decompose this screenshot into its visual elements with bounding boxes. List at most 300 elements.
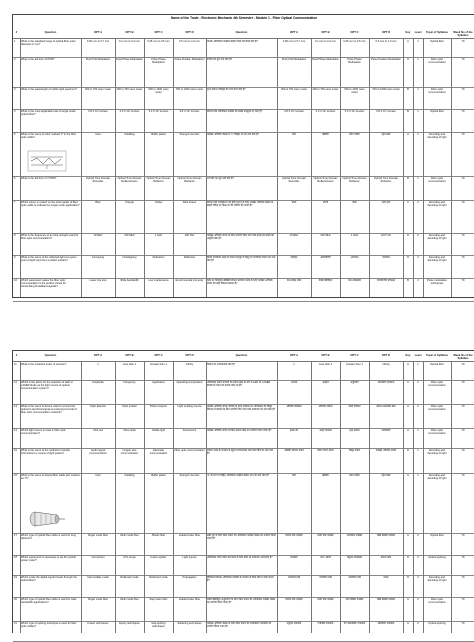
difficulty-level: 2: [417, 234, 419, 237]
question-en: What is the name of the method to transfer information by means of light pulses?: [21, 449, 71, 456]
column-header: OPT A: [93, 354, 103, 357]
option-b-en: Multi mode fiber: [120, 598, 139, 601]
question-hi: फाइबर ऑप्टिक केबल के लिए किस प्रकार की स्प्लाइसिंग तकनीक का उपयोग किया जाता है?: [207, 622, 272, 629]
option-b-en: Reflected mode: [120, 576, 139, 579]
option-a-en: Single mode fiber: [87, 598, 109, 601]
question-en: Which mode the digital signal travels through the optical fiber?: [21, 576, 77, 583]
option-c-en: Application: [152, 381, 165, 384]
week-number: 79: [461, 256, 465, 259]
answer-key: C: [407, 201, 409, 204]
week-number: 79: [461, 177, 465, 180]
column-divider: [115, 351, 116, 633]
column-header: #: [15, 354, 18, 357]
option-c-en: Electrical communication: [149, 449, 168, 456]
syllabus-topic: Fiber optic communication: [428, 429, 446, 436]
option-d-hi: 700 to 1000 nano meter: [372, 88, 400, 91]
option-a-hi: Optical Time Domain Recorder: [281, 177, 307, 184]
option-d-hi: स्ट्रेंथ मेंबर: [381, 474, 391, 477]
option-d-en: 100 THz: [184, 234, 195, 237]
answer-key: D: [407, 449, 409, 452]
week-number: 79: [461, 556, 465, 559]
syllabus-topic: Encoding and decoding of light: [427, 133, 447, 140]
column-header: Week No of the Syllabus: [453, 31, 473, 38]
difficulty-level: 1: [417, 449, 419, 452]
week-number: 79: [461, 40, 465, 43]
row-number: 6: [14, 177, 16, 180]
syllabus-topic: Fiber optic communication: [428, 177, 446, 184]
column-header: OPT B: [321, 31, 330, 34]
week-number: 79: [461, 133, 465, 136]
option-c-hi: फोटो रिसेप्टर: [348, 405, 361, 408]
difficulty-level: 2: [417, 201, 419, 204]
row-number: 7: [14, 201, 16, 204]
column-header: OPT D: [381, 31, 391, 34]
option-c-hi: 500 to 1000 nano meter: [344, 88, 365, 95]
option-a-en: Audio signal communication: [89, 449, 107, 456]
option-c-hi: बफर जैकेट: [349, 133, 360, 136]
option-b-en: Frequency: [123, 381, 136, 384]
question-en: What is the name of color marked 'X' in the fiber optic cable?: [21, 133, 77, 140]
option-b-en: Overlapping: [122, 256, 137, 259]
option-d-en: Fluorescent: [182, 429, 197, 432]
answer-key: A: [407, 622, 409, 625]
column-divider: [144, 351, 145, 633]
column-header: OPT A: [289, 31, 299, 34]
column-divider: [369, 15, 370, 297]
answer-key: A: [407, 474, 409, 477]
column-divider: [206, 15, 207, 297]
option-b-hi: मल्टी मोड फाइबर: [317, 534, 334, 537]
option-d-hi: Optical Time Domain Refractor: [373, 177, 399, 184]
column-header: OPT A: [289, 354, 299, 357]
option-c-en: Gap splicing techniques: [151, 622, 166, 629]
question-en: Which colour is coated on the outer jacket of fiber optic cable to indicate the single mode application?: [21, 201, 80, 208]
question-en: Which parameter makes the fiber optic communication is the perfect choice for transmitting broadband signals?: [21, 279, 66, 289]
option-b-en: Copper wire communication: [120, 449, 139, 456]
syllabus-topic: Optical splicing: [428, 556, 446, 559]
option-d-en: Reflection: [183, 256, 196, 259]
column-divider: [277, 351, 278, 633]
question-hi: ऑप्टिकल संचार प्रणाली के प्रकाश स्रोत के रूप में LED या LASER डायोड के चयन का कारक कौन सा है?: [207, 381, 271, 388]
difficulty-level: 2: [417, 534, 419, 537]
difficulty-level: 1: [417, 177, 419, 180]
column-divider: [311, 351, 312, 633]
answer-key: C: [407, 381, 409, 384]
column-header: OPT D: [185, 354, 194, 357]
option-c-hi: स्टेप इंडेक्स फाइबर: [345, 598, 364, 601]
question-hi: OTDR का पूरा नाम क्या है?: [207, 177, 234, 180]
option-a-hi: नीला: [291, 201, 297, 204]
syllabus-topic: Fiber optic communication: [428, 405, 446, 412]
column-divider: [144, 15, 145, 297]
option-a-hi: 1: [293, 363, 295, 366]
option-d-hi: फ्लोरोसेंट: [381, 429, 391, 432]
option-b-en: Optic emitter: [122, 405, 137, 408]
option-a-en: 300 to 700 nano meter: [84, 88, 112, 91]
option-b-hi: ऑप्टिक एमिटर: [318, 405, 333, 408]
option-d-en: Graded index fiber: [178, 534, 201, 537]
answer-key: D: [407, 256, 409, 259]
question-en: What is the full form of OTDR?: [21, 177, 57, 180]
syllabus-topic: Optical splicing: [428, 622, 446, 625]
option-d-en: Soldering techniques: [177, 622, 202, 625]
question-en: Which type of optical fiber cable is used for long distance?: [21, 534, 76, 541]
option-b-hi: आवृत्ति: [322, 381, 329, 384]
column-header: Week No of the Syllabus: [453, 354, 473, 361]
column-header: OPT C: [350, 354, 359, 357]
option-d-en: Environmental immunity: [175, 279, 204, 282]
question-hi: कौन सा पैरामीटर ब्रॉडबैंड सिग्नल प्रसारित करने के लिए फाइबर ऑप्टिक संचार को सही विकल्प बनाता है?: [207, 279, 273, 286]
syllabus-topic: Optical fiber: [430, 110, 444, 113]
question-hi: 'X' के रूप में चिह्नित ऑप्टिकल फाइबर केबल भाग का नाम क्या है?: [207, 474, 270, 477]
option-a-en: Push Pull Modulation: [85, 58, 111, 61]
option-a-en: Single mode fiber: [87, 534, 109, 537]
option-b-hi: क्लैडिंग: [322, 474, 329, 477]
question-hi: फाइबर ऑप्टिक संचार के लिए उपयोग किए जाने वाले इन्फ्रा रेड लाइट की आवृत्ति क्या है?: [207, 234, 274, 241]
column-divider: [451, 15, 452, 297]
question-hi: वाइड बैंडविड्थ अनुप्रयोगों के लिए किस प्रकार की ऑप्टिकल फाइबर केबल का उपयोग किया जाता है?: [207, 598, 276, 605]
column-header: #: [15, 31, 18, 34]
question-hi: लंबी दूरी के लिए किस प्रकार की ऑप्टिकल फाइबर केबल का उपयोग किया जाता है?: [207, 534, 276, 541]
syllabus-topic: Optical fiber: [430, 534, 444, 537]
option-a-hi: सिंगल मोड फाइबर: [285, 598, 303, 601]
row-number: 8: [14, 234, 16, 237]
difficulty-level: 2: [417, 279, 419, 282]
answer-key: A: [407, 405, 409, 408]
question-hi: फाइबर ऑप्टिक संचार नेटवर्क के प्राप्त टर्मिनल पर ऑप्टिकल को विद्युत सिग्नल में बदलने के लिए उपयोग किए जाने वाले उपकरण का नाम क्या है?: [207, 405, 276, 412]
option-d-hi: प्रकाश उत्सर्जक स्रोत: [376, 405, 396, 408]
column-header: Question: [235, 354, 248, 357]
option-d-hi: Infinity: [382, 363, 390, 366]
option-c-hi: गैप स्प्लाइसिंग तकनीक: [343, 622, 366, 625]
row-number: 14: [14, 429, 17, 432]
option-b-hi: OTL स्कोप: [320, 556, 331, 559]
row-number: 1: [14, 40, 16, 43]
option-a-en: Optical Time Domain Recorder: [85, 177, 111, 184]
row-number: 3: [14, 88, 16, 91]
option-c-hi: 0.25 mm to 0.5 mm: [343, 40, 366, 43]
column-header: Question: [44, 354, 57, 357]
row-number: 19: [14, 576, 17, 579]
answer-key: A: [407, 40, 409, 43]
column-divider: [403, 15, 404, 297]
week-number: 79: [461, 381, 465, 384]
question-en: What is the full form of PPM?: [21, 58, 55, 61]
week-number: 79: [461, 449, 465, 452]
column-header: OPT C: [350, 31, 359, 34]
question-en: What is the standard range of optical fiber outer diameter in mm?: [21, 40, 76, 47]
difficulty-level: 2: [417, 405, 419, 408]
option-c-en: Step index fiber: [149, 598, 168, 601]
option-c-hi: अपवर्तन: [350, 256, 359, 259]
option-a-en: Connectors: [91, 556, 105, 559]
row-number: 16: [14, 474, 17, 477]
week-number: 79: [461, 58, 465, 61]
answer-key: A: [407, 363, 409, 366]
column-divider: [423, 351, 424, 633]
option-a-en: Amplitude: [92, 381, 104, 384]
syllabus-topic: Encoding and decoding of light: [427, 576, 447, 583]
question-sheet-page-1: [12, 14, 474, 298]
option-c-hi: अनुप्रयोग: [350, 381, 359, 384]
row-number: 17: [14, 534, 17, 537]
option-c-en: Fusion splicer: [150, 556, 167, 559]
column-divider: [369, 351, 370, 633]
column-header: Topic of Syllabus: [425, 31, 449, 34]
option-a-en: Infra red: [93, 429, 103, 432]
difficulty-level: 1: [417, 133, 419, 136]
syllabus-topic: Fiber optic communication: [428, 598, 446, 605]
column-header: Topic of Syllabus: [425, 354, 449, 357]
option-b-en: OTL scope: [123, 556, 136, 559]
syllabus-topic: Fiber optic communication: [428, 58, 446, 65]
column-header: Question: [235, 31, 248, 34]
week-number: 79: [461, 88, 465, 91]
question-hi: डिजिटल सिग्नल ऑप्टिकल फाइबर के माध्यम से किस मोड में यात्रा करता है?: [207, 576, 274, 583]
question-sheet-page-2: [12, 350, 474, 633]
column-header: Key: [405, 31, 411, 34]
option-b-hi: नारंगी: [322, 201, 329, 204]
option-c-en: 0.25 mm to 0.5 mm: [147, 40, 170, 43]
column-header: OPT C: [154, 31, 163, 34]
option-d-hi: सोल्डरिंग तकनीक: [377, 622, 395, 625]
difficulty-level: 1: [417, 363, 419, 366]
difficulty-level: 1: [417, 88, 419, 91]
column-header: Key: [405, 354, 411, 357]
question-hi: PPM का पूरा नाम क्या है?: [207, 58, 233, 61]
answer-key: B: [407, 177, 409, 180]
week-number: 79: [461, 622, 465, 625]
option-a-hi: आयाम: [290, 381, 298, 384]
question-hi: मानक ऑप्टिकल फाइबर बाहरी व्यास की सीमा क्या है?: [207, 40, 258, 43]
week-number: 79: [461, 534, 465, 537]
column-header: OPT D: [185, 31, 194, 34]
option-d-en: 0.5 mm to 1.0 mm: [179, 40, 200, 43]
option-d-hi: 0.5 mm to 1.0 mm: [375, 40, 397, 43]
option-c-hi: पीला: [352, 201, 357, 204]
option-c-hi: कम रखरखाव: [348, 279, 361, 282]
option-d-hi: स्ट्रेंथ मेंबर: [381, 133, 391, 136]
question-hi: सिंगल मोड एप्लीकेशन को इंगित करने के लिए फाइबर ऑप्टिक केबल के बाहरी जैकेट पर किस रंग की कोटिंग की जाती है?: [207, 201, 274, 208]
option-d-hi: परावर्तन: [382, 256, 390, 259]
option-b-hi: परावर्तित मोड: [319, 576, 332, 579]
option-b-hi: क्लैडिंग: [322, 133, 329, 136]
option-a-hi: फ्यूजन तकनीक: [286, 622, 302, 625]
option-a-en: Core: [95, 474, 101, 477]
option-b-en: Cladding: [124, 474, 135, 477]
option-a-en: Core: [95, 133, 101, 136]
option-b-en: Optical Time Domain Reflectometer: [117, 177, 142, 184]
answer-key: B: [407, 88, 409, 91]
option-a-hi: कोर: [292, 474, 296, 477]
syllabus-topic: Pulse modulation techniques: [427, 279, 447, 286]
option-b-hi: 2.0 X 10⁵ km/sec: [315, 110, 336, 113]
option-b-hi: अल्ट्रा वायलेट: [319, 429, 332, 432]
row-number: 11: [14, 363, 17, 366]
option-b-en: 400 to 700 nano meter: [116, 88, 143, 91]
option-d-en: Strength member: [179, 133, 200, 136]
option-d-en: Fiber optic communication: [174, 449, 205, 452]
option-d-hi: ग्रेडेड इंडेक्स फाइबर: [377, 598, 395, 601]
syllabus-topic: Optical fiber: [430, 40, 444, 43]
column-header: OPT B: [321, 354, 330, 357]
option-c-hi: दृश्य प्रकाश: [349, 429, 360, 432]
option-c-en: Plastic fiber: [151, 534, 166, 537]
option-a-en: Optic detector: [89, 405, 107, 408]
option-a-en: 10 MHz: [93, 234, 103, 237]
answer-key: B: [407, 110, 409, 113]
question-en: Which equipment is necessary to set the optical power meter?: [21, 556, 76, 563]
option-a-en: Fusion techniques: [87, 622, 109, 625]
column-divider: [173, 351, 174, 633]
option-d-hi: Pulse Position Modulation: [371, 58, 401, 61]
question-hi: निर्वात का अपवर्तनांक क्या है?: [207, 363, 236, 366]
option-c-en: Refracted mode: [149, 576, 168, 579]
difficulty-level: 1: [417, 40, 419, 43]
column-divider: [413, 351, 414, 633]
syllabus-topic: Fiber optic communication: [428, 381, 446, 388]
answer-key: D: [407, 556, 409, 559]
option-d-en: Dark Green: [182, 201, 197, 204]
option-c-hi: 3.0 X 10⁵ km/sec: [344, 110, 365, 113]
option-d-en: Light source: [182, 556, 197, 559]
option-d-hi: ऑपरेटिंग तापमान: [377, 381, 395, 384]
option-a-hi: 300 to 700 nano meter: [280, 88, 308, 91]
option-d-en: Graded index fiber: [178, 598, 201, 601]
question-en: Which type of optical fiber cable is used for wide bandwidth applications?: [21, 598, 77, 605]
difficulty-level: 2: [417, 381, 419, 384]
option-d-en: Strength member: [179, 474, 200, 477]
difficulty-level: 1: [417, 110, 419, 113]
option-c-en: 3.0 X 10⁵ km/sec: [148, 110, 169, 113]
option-d-en: 700 to 1000 nano meter: [175, 88, 204, 91]
answer-key: A: [407, 133, 409, 136]
week-number: 79: [461, 598, 465, 601]
column-header: Question: [44, 31, 57, 34]
column-header: OPT B: [125, 354, 134, 357]
option-b-en: Cladding: [124, 133, 135, 136]
option-c-hi: बफर जैकेट: [349, 474, 360, 477]
option-b-hi: Optical Time Domain Reflectometer: [313, 177, 338, 184]
option-c-en: Photo receptor: [149, 405, 167, 408]
option-b-en: 100 MHz: [124, 234, 135, 237]
row-number: 20: [14, 598, 17, 601]
option-b-en: Dual Phase Modulation: [116, 58, 143, 61]
option-c-hi: 1 GHz: [350, 234, 359, 237]
row-number: 2: [14, 58, 16, 61]
option-b-hi: Dual Phase Modulation: [312, 58, 339, 61]
sheet-title: [13, 15, 474, 29]
difficulty-level: 1: [417, 58, 419, 61]
column-header: Level: [414, 354, 422, 357]
option-a-hi: 3.8 X 10⁶ km/sec: [284, 110, 304, 113]
option-b-en: Multi mode fiber: [120, 534, 139, 537]
option-b-hi: कॉपर वायर संचार: [317, 449, 334, 452]
question-en: Which is the factor for the selection of LED or LASER diode as the light source of optical communication system?: [21, 381, 74, 391]
column-divider: [81, 351, 82, 633]
option-a-hi: 0.25 mm to 0.7 mm: [282, 40, 306, 43]
option-b-en: Ultra violet: [123, 429, 136, 432]
question-hi: किसी परावर्तित सतह से प्रकाश इनपुट के बिंदु पर परावर्तित प्रकाश का नाम क्या है?: [207, 256, 276, 263]
option-d-hi: 3.8 X 10⁴ km/sec: [376, 110, 396, 113]
column-divider: [413, 15, 414, 297]
question-hi: फाइबर ऑप्टिक संचार में किस प्रकाश स्रोत का उपयोग किया जाता है?: [207, 429, 272, 432]
answer-key: D: [407, 576, 409, 579]
syllabus-topic: Encoding and decoding of light: [427, 256, 447, 263]
week-number: 79: [461, 576, 465, 579]
option-d-hi: पर्यावरणीय प्रतिरक्षा: [376, 279, 396, 282]
column-divider: [340, 351, 341, 633]
option-d-en: Operating temperature: [176, 381, 203, 384]
option-b-en: Less than 1: [122, 363, 137, 366]
option-d-en: Light emitting source: [177, 405, 202, 408]
answer-key: A: [407, 598, 409, 601]
option-d-en: Pulse Position Modulation: [174, 58, 205, 61]
question-en: What is the refractive index of vacuum?: [21, 363, 67, 366]
option-a-hi: संवाहन: [290, 256, 298, 259]
option-b-hi: मल्टी मोड फाइबर: [317, 598, 334, 601]
column-divider: [81, 15, 82, 297]
week-number: 79: [461, 279, 465, 282]
option-c-en: 1 GHz: [154, 234, 163, 237]
option-c-hi: Pulse Phase Modulation: [347, 58, 362, 65]
option-d-hi: गहरा हरा: [381, 201, 391, 204]
syllabus-topic: Encoding and decoding of light: [427, 474, 447, 481]
option-a-en: 1: [97, 363, 99, 366]
row-number: 10: [14, 279, 17, 282]
option-b-en: 0.1 mm to 0.2 mm: [119, 40, 140, 43]
syllabus-topic: Encoding and decoding of light: [427, 234, 447, 241]
row-number: 21: [14, 622, 17, 625]
question-en: What is the name of optical fiber cable part marked as 'X'?: [21, 474, 80, 481]
option-c-hi: अपवर्तित मोड: [348, 576, 361, 579]
row-number: 5: [14, 133, 16, 136]
column-divider: [423, 15, 424, 297]
difficulty-level: 1: [417, 474, 419, 477]
option-c-en: Refraction: [152, 256, 165, 259]
option-b-hi: 0.1 mm to 0.2 mm: [315, 40, 336, 43]
option-b-en: 2.0 X 10⁵ km/sec: [119, 110, 140, 113]
column-divider: [311, 15, 312, 297]
option-b-hi: 400 to 700 nano meter: [312, 88, 339, 91]
question-en: What is the name of device used to convert the optical to electrical signal at receiving terminal of fiber optic communication network?: [21, 405, 77, 415]
option-d-hi: प्रसार: [383, 576, 389, 579]
option-b-hi: एपॉक्सी तकनीक: [317, 622, 334, 625]
week-number: 79: [461, 201, 465, 204]
week-number: 79: [461, 429, 465, 432]
option-a-hi: इन्फ्रा रेड: [290, 429, 298, 432]
option-b-en: Orange: [125, 201, 134, 204]
difficulty-level: 2: [417, 622, 419, 625]
question-en: Which type of splicing technique is used for fiber optic cables?: [21, 622, 77, 629]
option-a-hi: ऑडियो सिग्नल संचार: [284, 449, 304, 452]
question-en: What is the most applicable rate of single mode optical fiber?: [21, 110, 76, 117]
row-number: 18: [14, 556, 17, 559]
option-c-en: Low maintenance: [148, 279, 169, 282]
option-b-en: Wide bandwidth: [120, 279, 139, 282]
column-header-row: [13, 28, 474, 39]
difficulty-level: 2: [417, 556, 419, 559]
option-c-en: Visible light: [151, 429, 166, 432]
column-header: OPT B: [125, 31, 134, 34]
column-divider: [206, 351, 207, 633]
trade-title: Name of the Trade : Electronic Mechanic 4th Semester - Module 1 - Fiber Optical Communication: [170, 16, 318, 20]
difficulty-level: 2: [417, 576, 419, 579]
column-header: Level: [414, 31, 422, 34]
column-divider: [20, 15, 21, 297]
syllabus-topic: Encoding and decoding of light: [427, 449, 447, 456]
option-a-hi: 10 MHz: [289, 234, 299, 237]
